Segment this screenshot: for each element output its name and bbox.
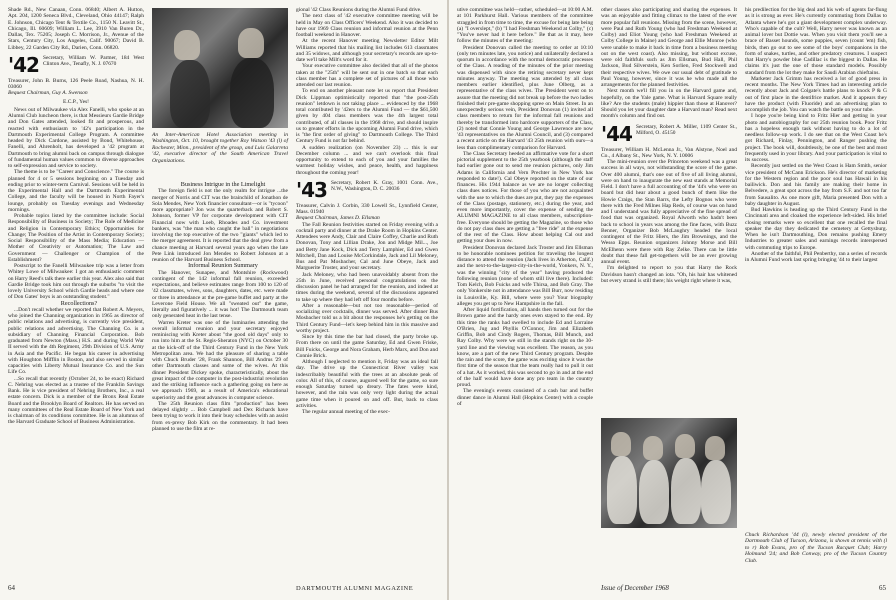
right-column-2 <box>601 7 737 284</box>
subhead-informal-reunion: Informal Reunion Summary <box>188 262 258 270</box>
left-column-2 <box>152 182 288 432</box>
class-year-44: '44 <box>601 121 632 146</box>
paragraph: The mini-reunion over the Princeton weekend was a great success in all ways, not withstanding the score of the game. Over 400 alumni, that's one out of five of all living alumni, were on hand to inaugurate the new east stands at Memorial Field. I don't have a full accounting of the '44's who were on board but did hear about a good bunch of them like the Howie Craigs, the Stan Barrs, the Lefty Bognos who were there with the Fred Milnes Hap Reds, of course was on hand and I understand was fully appreciative of the fine spread of food that was organized. Royal Alworth who hadn't been back to school in years was among the fine faces, with Buzz Benner, Organizer Bob McLaughry headed the local contingent of the Fritz Hiers, the Jim Brownings, and the Wesso Epps. Reunion organizers Johnny Morse and Bill McElhenn were there with Ray Zelke. There can be little doubt that these fall get-togethers will be an ever growing annual event. <box>601 159 737 265</box>
magazine-title: DARTMOUTH ALUMNI MAGAZINE <box>296 585 414 592</box>
class-43-treasurer: Treasurer, Calvin J. Corbin, 330 Lowell St., Lynnfield Center, Mass. 01940 <box>296 202 438 215</box>
right-page <box>449 0 896 600</box>
issue-line: Issue of December 1968 <box>601 584 669 592</box>
paragraph: ...Don't recall whether we reported that Robert A. Meyers, who joined the Channing organization in 1965 as director of public relations and advertising, is currently vice president, public relations and advertising. The Channing Co. is a subsidiary of Channing Financial Corporation. Bob graduated from Newton (Mass.) H.S. and during World War II served with the 4th Regiment, 29th Division of U.S. Army in Asia and the Pacific. He began his career in advertising with Houghton Mifflin in Boston, and also served in similar capacities with Liberty Mutual Insurance Co. and the Sun Life Co. <box>8 306 144 376</box>
right-column-3 <box>745 7 887 263</box>
paragraph: I hope you're being kind to Fritz Hier and getting in your photo and autobiography for our 25th reunion book. Poor Fritz has a hopeless enough task without having to do a lot of needless follow-up work. I do see that on the West Coast he's got Richard, Finlay, Pennington, and Ranger pushing the project. The book will, doubtlessly, be one of the best and most frequently used in your library. And your participation is vital to its success. <box>745 113 887 163</box>
class-42-treasurer: Treasurer, John B. Burns, 126 Peele Road, Nashua, N. H. 03060 <box>8 77 144 90</box>
paragraph: Next month we'll fill you in on the Harvard game and, hopefully, on the Yale game. What is Harvard Square really like? Are the students (male) hippier than those at Hanover? Should you let your daughter date a Harvard man? Read next month's column and find out. <box>601 88 737 120</box>
paragraph: Although I neglected to mention it, Friday was an ideal fall day. The drive up the Connecticut River valley was indescribably beautiful with the trees at an absolute peak of color. All of this, of course, augured well for the game, so sure enough Saturday turned up dreary. The fates were kind, however, and the rain was only very light during the actual game time when it poured on and off. But, back to class activities. <box>296 359 438 409</box>
subhead-business-intrigue: Business Intrigue in the Limelight <box>180 181 266 188</box>
paragraph: The Fall Reunion festivities started on Friday evening with a cocktail party and dinner at the Drake Room in Hopkins Center. Attendees were Andy, Clair and Claire Coffey, Charlie and Ruth Donovan, Tony and Lillian Drake, Jon and Midge Mil..., Joe and Betty Jane Kock, Dick and Terry Lamphier, Ed and Gwen Mitchell, Dan and Louise McCorkindale, Jack and Lil Meloney, Bus and Pat Mosbacher, Cal and June Obeye, Jack and Marguerite Troster, and your secretary. <box>296 221 438 272</box>
paragraph: Since by this time the bar had closed, the party broke up. From there on until the game Saturday, Ed and Gwen Friske, Bill Fuicks, George and Nora Graham, Herb Marx, and Don and Connie Brick. <box>296 334 438 359</box>
paragraph: President Donovan called the meeting to order at 10:10 (only ten minutes late, you notice) and unilaterally declared a quorum in accordance with the normal democratic processes of the Class. A reading of the minutes of the prior meeting was dispensed with since the retiring secretary never kept minutes anyway. The meeting was attended by all class members earlier identified, plus June Olberg, as a representative of the class wives. The President went on to assure that the meeting did not break up before the two ladies finished their pre-game shopping spree on Main Street. In an unexpectedly serious vein, President Donovan (1) invited all class members to return for the informal fall reunions and thereby be transformed into hardcore supporters of the Class, (2) noted that Connie Young and George Lawrence are now '43 representatives on the Alumni Council, and (3) compared a recent article on the Harvard '43 25th reunion with ours—a less than complimentary comparison for Harvard. <box>457 44 593 151</box>
paragraph: To end on another pleasant note let us report that President Dick Lippman optimistically reported that "the post-25th reunion" letdown is not taking place ... evidenced by the 1968 total contributed by '42ers to the Alumni Fund — the $61,500 given by 404 class members was the 4th largest total contributed, of all classes in the 1968 drive, and should inspire us to greater efforts in the upcoming Alumni Fund drive, which is "the first order of giving" to Dartmouth College. The Third Century Fund is not far behind. <box>296 88 438 145</box>
paragraph: utive committee was held—rather, scheduled—at 10:00 A.M. at 101 Parkhurst Hall. Various members of the committee straggled in from time to time, the excuse for being late being (a) "I overslept," (b) "I had Freshman Weekend at Colby," (c) "You've never had it here before." Be that as it may, here follow the minutes of the meeting: <box>457 7 593 45</box>
left-page <box>0 0 447 600</box>
right-column-1 <box>457 7 593 407</box>
paragraph: After liquid fortification, all hands then turned out for the Brown game and the hardy ones even stayed to the end. By this time the ranks had swelled to include Ed and Lorraine O'Brien, Jug and Phyllis O'Connor, Jim and Elizabeth Griffin, Bob and Cindy Rogers, Thomas, Bill Munch, and Ray Colby. Why were we still in the stands right on the 30-yard line and the viewing was excellent. The reason, as you know, are a part of the new Third Century program. Despite the rain and the score, the game was exciting since it was the first time of the season that the team really had to pull it out of a hat. As it worked, this was second to go in and at the end of the half would have done any pro team in the country proud. <box>457 307 593 388</box>
subhead-recollections: Recollections? <box>60 299 98 307</box>
class-44-header <box>601 121 737 146</box>
paragraph: The next class of '42 executive committee meeting will be held in May on Class Officers' Weekend. Also it was decided to have our 1969 Class reunion and informal reunion at the Penn football weekend in Hanover. <box>296 13 438 38</box>
paragraph: President Donovan declared Jack Troster and Jim Ellsman to be honorable nominees petition for traveling the longest distance to attend the reunion (Jack lives in Atherton, Calif.) and the next-to-the-largest-city-in-the-world, Yonkers, N. Y., was the winning "city of the year" having produced the following reunion (none of whom still live there). Included: Tom Kelch, Bob Fuicks and wife Thirsa, and Bob Gray. The only Yonkersite not in attendance was Bill Burr, now residing in Louisville, Ky. Bill, where were you? Your biography alleges you get up to New Hampshire in the fall. <box>457 244 593 307</box>
hotel-association-photo <box>152 8 288 128</box>
paragraph: Jack Meloney, who had been unavoidably absent from the 25th in June, received personal congratulations on the discussion panel he had arranged for the reunion, and indeed at times during the weekend, several of the discussions appeared to take up where they had left off four months before. <box>296 271 438 303</box>
paragraph: Probable topics listed by the committee include: Social Responsibility of Business in Society; The Role of Medicine and Religion in Contemporary Ethics; Opportunities for Change; The Position of the Artist in Contemporary Society; Social Responsibility of the Mass Media; Education — Mother of Creativity or Automation; The Law and Government — Challenger or Champion of the Establishment? <box>8 213 144 263</box>
class-42-greeting: E.C.P., Yes! <box>63 98 89 105</box>
paragraph: Bud Hawkins is heading up the Third Century Fund in the Cincinnati area and cloaked the experience left-sided. His brief closing remarks were so excellent that one recalled the final speaker the day they dedicated the cemetery at Gettysburg. When he isn't Dartmouthing, Don remains pushing Emery Industries to greater sales and earnings records interspersed with commuting trips to Europe. <box>745 207 887 251</box>
hotel-photo-caption: An Inter-American Hotel Association meeting in Washington, Oct. 10, brought together Roy Watson '43 (l) of Rochester, Minn., president of the group, and Luis Galarreta '42, executive director of the South American Travel Organizations. <box>152 132 288 164</box>
paragraph: After a reasonable—but not too reasonable—period of socializing over cocktails, dinner was served. After dinner Bus Mosbacher told us a bit about the responses he's getting on the Third Century Fund—let's keep behind him in this massive and worthy project. <box>296 302 438 334</box>
paragraph: At the recent Hanover meeting Newsletter Editor Milt Williams reported that his mailing list includes 613 classmates and 35 widows, and although your secretary's records are up-to-date we'll take Milt's word for it. <box>296 38 438 63</box>
right-page-number: 65 <box>879 584 886 592</box>
paragraph: I'm delighted to report to you that Harry the Rock Davidson hasn't changed an iota. "Oh, his hair has whitened but every strand is still there; his weight right where it was, <box>601 265 737 284</box>
paragraph: The Class Secretary heeded an affirmative vote for a short pictorial supplement to the 25th yearbook (although the staff had earlier gone out to send me reunion pictures, only Jim Adams in California and Vern Prechter in New York has responded to date!). Cal Obeye reported on the state of our finances. His 1944 balance as we are no longer collecting class dues notices. For those of you who are not acquainted with the use to which the dues are put, they pay the expenses of the Class (postage, stationery, etc.) during the year, and even more importantly, cover the expense of sending the ALUMNI MAGAZINE to all class members, subscription-free. Everyone should be getting the Magazine, so those who do not pay class dues are getting a "free ride" at the expense of the rest of the Class. How about helping Cal out and getting your dues in now. <box>457 150 593 245</box>
paragraph: Postscript to the Fanelli Milwaukee trip was a letter from Whitey Lowe of Milwaukee: I got an enthusiastic comment on Harry Reed's talk there earlier this year. Alex also said that Gardie Bridge took him out through the suburbs "to visit the lovely University School which Gardie heads and where one of Don Gates' boys is an outstanding student." <box>8 263 145 301</box>
paragraph: The 25th Reunion class film "production" has been delayed slightly ... Bob Campbell and Dex Richards have been trying to work it into their busy schedules with an assist from ex-prexy Bob Kirk on the commentary. It had been planned to use the film at re- <box>152 400 288 432</box>
class-42-header <box>8 52 144 77</box>
paragraph: gional '42 Class Reunions during the Alumni Fund drive. <box>296 7 422 13</box>
intro-text: Shade Rd., New Canaan, Conn. 06840; Albert A. Hutton, Apt. 204, 1200 Seneca Blvd., Cleveland, Ohio 44147; Ralph E. Johnson, Chicago Tent & Textile Co., 1150 N. Leavitt St., Chicago, Ill. 60609; William L. Lee, 3910 Van Buren Dr., Dallas, Tex. 75205; Joseph C. Morrison, Jr., Avenue of the Stars, Century City, Los Angeles, Calif. 90067; David B. Libbey, 22 Garden City Rd., Darien, Conn. 06820. <box>8 7 144 51</box>
tennis-photo-caption: Chuck Richardson '44 (l), newly elected president of the Dartmouth Club of Tucson, Arizona, is shown at tennis with (l to r) Bob Evans, pro of the Tucson Racquet Club; Harry Holmund '24; and Bob Conway, pro of the Tucson Country Club. <box>745 532 887 564</box>
paragraph: The foreign field is not the only realm for intrigue ...the merger of Norris and CIT was the brainchild of Jonathon de Sola Mendes, New York financier consultant—or is "tycoon" more appropriate? Jon was the quarterback and Robert S. Johnson, former VP for corporate development with CIT Financial now with Loeb, Rhoades and Co. investment bankers, was "the man who caught the ball" in negotiations involving the top executive of the two "giants" which led to the merger agreement. It is reported that the deal grew from a chance meeting at Harvard several years ago when the late Pete Link introduced Jon Mendes to Robert Johnson at a reunion of the Harvard Business School. <box>152 188 288 263</box>
class-43-secretary: Secretary, Robert K. Gray, 1001 Conn. Ave., N.W., Washington, D. C. 20036 <box>330 179 438 192</box>
class-year-43: '43 <box>296 177 327 202</box>
tennis-photo <box>601 418 737 528</box>
paragraph: Marketer Jack Grimm has received a lot of good press in recent months. The New York Times had an interesting article recently about Jack and Colgate's battle plans to knock P & G out of first place in the dentifrice market. And it appears they have the product (with Fluoride) and an advertising plan to accomplish the job. You can watch the battle on your tube. <box>745 75 887 113</box>
paragraph: Your executive committee also decided that all of the photos taken at the "25th" will be sent out in one batch so that each class member has a complete set of pictures of all those who attended our last reunion. <box>296 63 438 88</box>
paragraph: Warren Kreter was one of the luminaries attending the overall informal reunion and your secretary enjoyed reminiscing with Kreter about "the good old days" only to run into him at the St. Regis-Sheraton (NYC) on October 30 at the kick-off of the Third Century Fund in the New York Metropolitan area. We had the pleasure of sharing a table with Chuck Bruder '28, Frank Shannon, Bill Andrus '29 of other Dartmouth classes and some of the wives. At this dinner President Dickey spoke, characteristically, about the great impact of the computer in the post-industrial revolution and the striking influence such a gathering going on here as we approach 1969, as a result of America's educational superiority and the great advances in computer science. <box>152 319 288 401</box>
paragraph: other classes also participating and sharing the expenses. It was an enjoyable and fitting climax to the latest of the ever more popular fall reunions. Missing from the scene, however, were Paul and Ruth Young (who had Freshman Weekend at Colby) and Eliot Young (who had Freshman Weekend at Colby College in Maine) and George and Ellie Monroe (who were unable to make it back in time from a business meeting out on the west coast). Also missing, but without excuse, were old faithfuls such as Jim Ellsman, Bud Hall, Phil Jackson, Bud Silverstein, Ken Sorlien, Fred Stockwell and their respective wives. We owe our usual debt of gratitude to Paul Young, however, since it was he who made all the arrangements for the planned festivities. <box>601 7 737 88</box>
paragraph: A sudden realization (on November 23) ... this is our December column ... and we can't overlook this final opportunity to extend to each of you and your families the warmest holiday wishes, and peace, health, and happiness throughout the coming year! <box>296 144 438 176</box>
class-43-bequest: Bequest Chairman, James D. Ellsman <box>296 215 380 222</box>
paragraph: The theme is to be "Career and Conscience." The course is planned for 4 or 5 sessions beginning on a Tuesday and ending prior to winter-term Carnival. Sessions will be held in the Experimental Hall and the Dartmouth Experimental College, and the faculty will be housed in North Fayer's lounge, probably on Tuesday evenings and Wednesday mornings. <box>8 169 144 213</box>
paragraph: The Hanover, Sunapee, and Montshire (Rockwood) contingent of the 142 informal fall reunion, exceeded expectations, and believe estimates range from 100 to 120 of '42 classmates, wives, sons, daughters, dates, etc. were made or three in attendance at the pre-game buffet and party at the Leverone Field House. We all "sweated out" the game, literally and figuratively ... it was hot! The Dartmouth team only generated heat in the last tense. <box>152 269 288 320</box>
paragraph: Another of the faithful, Phil Penberthy, ran a series of records in Alumni Fund work last spring bringing '44 to their largest <box>745 250 887 263</box>
paragraph: his predilection for the big deal and his web of agents far-flung as it is strong as ever. He's currently commuting from Dallas to Atlanta where he's got a giant development complex underway. Who's capable of the cult? Well, Harry never was known as an animal lover but Dottie was. When you visit them you'll see a brace of Basset hounds, some puppies, seven (count 'em) fish, birds, then go out to see some of the boys' companions in the form of snakes, turtles, and other predatory creatures. I suspect that Harry's powder blue Cadillac is the biggest in Dallas. He claims it's just the one of those standard models. Possibly standard from the lot they make for Saudi Arabian chieftains. <box>745 7 887 76</box>
paragraph: Recently just settled on the West Coast is Ham Smith, senior vice president of McCann Erickson. He's director of marketing for the Western region and the poor soul has Hawaii in his bailiwick. Don and his family are making their home in Belvedere, a great spot across the bay from S.F. and not too far from Sausalito. As one more gift, Maria presented Don with a baby daughter in August. <box>745 163 887 207</box>
class-43-header <box>296 177 438 202</box>
left-page-number: 64 <box>8 584 15 592</box>
paragraph: ...So recall that recently (October 24, to be exact) Richard C. Nehring was elected as a trustee of the Franklin Savings Bank. He is vice president of Nehring Brothers, Inc., a real estate concern. Dick is a member of the Bronx Real Estate Board and the Brooklyn Board of Realtors. He has served on many committees of the Real Estate Board of New York and is chairman of its conditions committee. He is an alumnus of the Harvard Graduate School of Business Administration. <box>8 375 144 426</box>
class-44-secretary: Secretary, Robert A. Miller, 1109 Center St., Milford, O. 45150 <box>635 123 737 136</box>
left-column-1 <box>8 7 144 426</box>
paragraph: The regular annual meeting of the exec- <box>302 409 390 415</box>
class-42-secretary: Secretary, William W. Parmer, 184 West Clinton Ave., Tenafly, N. J. 07670 <box>42 54 144 67</box>
class-44-treasurer: Treasurer, William H. McLenna Jr., Van Alstyne, Noel and Co., 4 Albany St., New York, N. Y. 10006 <box>601 146 737 159</box>
left-column-3 <box>296 7 438 415</box>
class-42-bequest: Bequest Chairman, Guy A. Swenson <box>8 90 88 97</box>
paragraph: News out of Milwaukee via Alex Fanelli, who spoke at an Alumni Club luncheon there, is that Messieurs Gardie Bridge and Don Gates attended, looked fit and prosperous, and reacted with enthusiasm to '42's participation in the Dartmouth Experimental College Program. A committee headed by Dick Cardone, assisted by Bond, Whitehouse, Fanelli, and Ahrenholt, has developed a '42 program at Dartmouth to bring alumni back on campus through dialogue of fundamental human values common to diverse approaches to self-expression and service to society. <box>8 106 144 169</box>
paragraph: The evening's events consisted of a cash bar and buffet dinner dance in Alumni Hall (Hopkins Center) with a couple of <box>457 388 593 407</box>
class-year-42: '42 <box>8 52 39 77</box>
